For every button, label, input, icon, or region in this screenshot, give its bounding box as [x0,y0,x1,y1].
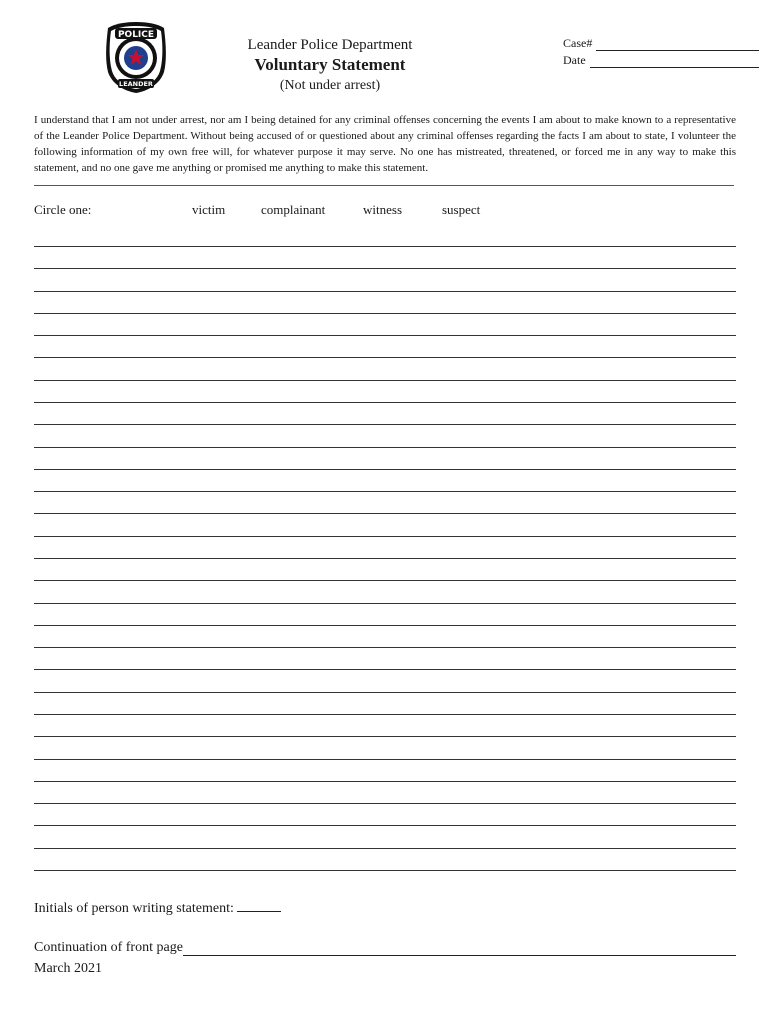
statement-line[interactable] [34,313,736,314]
badge-top-text: POLICE [117,30,155,40]
case-number-field[interactable] [596,38,759,51]
statement-line[interactable] [34,714,736,715]
date-label: Date [563,53,586,67]
statement-line[interactable] [34,246,736,247]
statement-line[interactable] [34,424,736,425]
continuation-row [34,940,736,956]
statement-line[interactable] [34,558,736,559]
form-header [190,36,470,95]
initials-field[interactable] [237,899,281,912]
department-name: Leander Police Department [247,37,413,53]
form-title: Voluntary Statement [254,55,406,74]
divider [34,185,734,186]
statement-line[interactable] [34,625,736,626]
statement-line[interactable] [34,469,736,470]
badge-bottom-text: LEANDER [119,80,153,88]
circle-one-row [34,202,634,220]
disclaimer-paragraph: I understand that I am not under arrest, nor am I being detained for any criminal offenses concerning the events I am about to make known to a representative of the Leander Police Department. Without being accused of or questioned about any criminal offenses regarding the facts I am about to state, I volunteer the following information of my own free will, for whatever purpose it may serve. No one has mistreated, threatened, or forced me in any way to make this statement, and no one gave me anything or promised me anything to make this statement. [34,114,736,174]
option-complainant[interactable]: complainant [261,202,326,217]
statement-line[interactable] [34,825,736,826]
date-field[interactable] [590,55,759,68]
statement-line[interactable] [34,603,736,604]
initials-row [34,899,281,917]
statement-line[interactable] [34,447,736,448]
statement-line[interactable] [34,380,736,381]
statement-line[interactable] [34,491,736,492]
statement-line[interactable] [34,580,736,581]
option-witness[interactable]: witness [363,202,402,217]
police-badge-icon [104,20,168,94]
statement-line[interactable] [34,692,736,693]
date-row [563,51,759,68]
initials-label: Initials of person writing statement: [34,901,234,916]
statement-line[interactable] [34,759,736,760]
case-number-row [563,34,759,51]
police-badge-logo [104,20,168,94]
statement-line[interactable] [34,357,736,358]
option-victim[interactable]: victim [192,202,226,217]
statement-line[interactable] [34,870,736,871]
statement-line[interactable] [34,335,736,336]
statement-line[interactable] [34,736,736,737]
statement-line[interactable] [34,268,736,269]
case-number-label: Case# [563,36,593,50]
statement-line[interactable] [34,536,736,537]
statement-line[interactable] [34,848,736,849]
form-subtitle: (Not under arrest) [279,78,381,93]
statement-line[interactable] [34,781,736,782]
statement-line[interactable] [34,513,736,514]
option-suspect[interactable]: suspect [442,202,481,217]
statement-line[interactable] [34,291,736,292]
case-date-fields [563,34,759,68]
statement-line[interactable] [34,402,736,403]
circle-one-label: Circle one: [34,202,92,217]
revision-date: March 2021 [34,961,103,976]
continuation-label: Continuation of front page [34,940,183,955]
statement-line[interactable] [34,803,736,804]
continuation-field[interactable] [183,942,736,956]
statement-line[interactable] [34,669,736,670]
statement-line[interactable] [34,647,736,648]
